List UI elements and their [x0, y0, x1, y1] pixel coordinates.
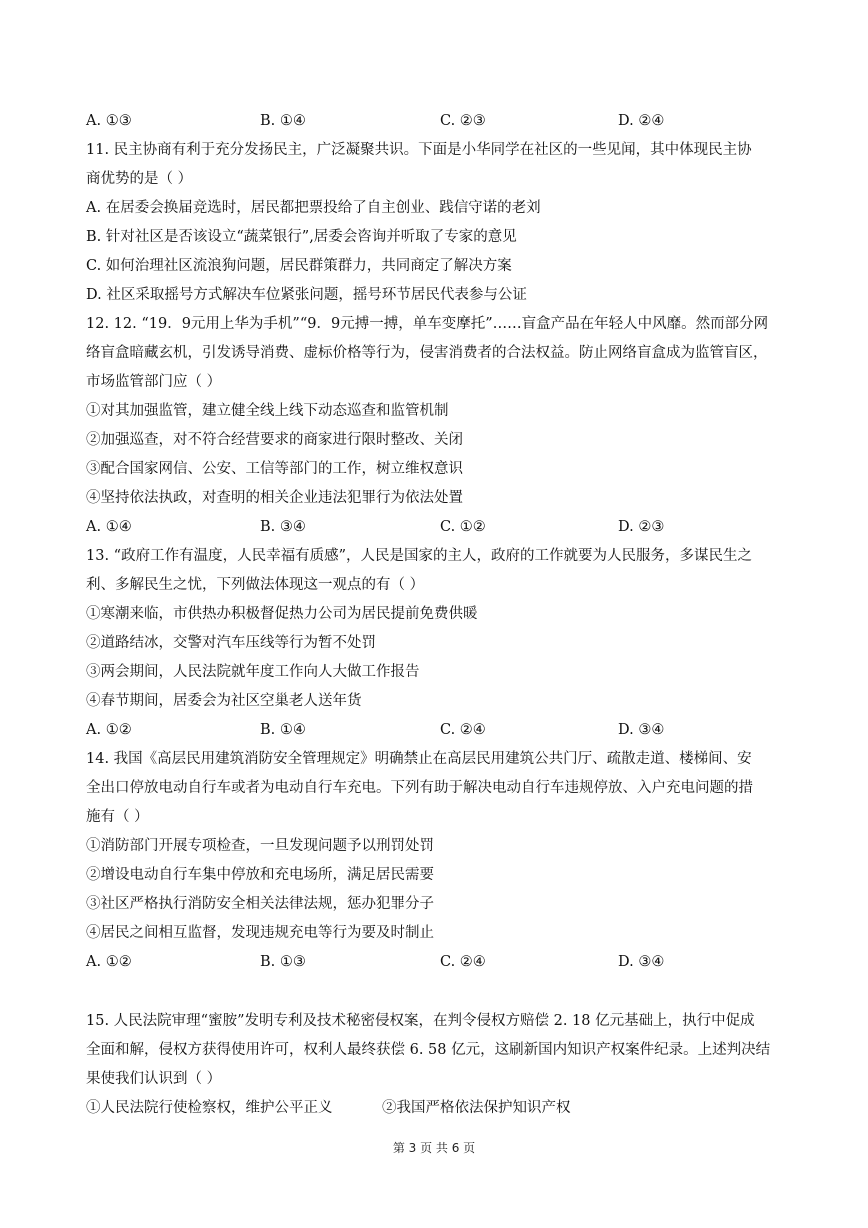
q15-stem-line-1: 15. 人民法院审理“蜜胺”发明专利及技术秘密侵权案，在判令侵权方赔偿 2. 18 亿元基础上，执行中促成: [86, 1013, 755, 1029]
q10-option-c: C. ②③: [440, 113, 486, 129]
q11-stem-line-2: 商优势的是（ ）: [86, 171, 193, 187]
q15-stem-line-3: 果使我们认识到（ ）: [86, 1071, 222, 1087]
q13-stem-line-1: 13. “政府工作有温度，人民幸福有质感”，人民是国家的主人，政府的工作就要为人民服务，多谋民生之: [86, 548, 752, 564]
q14-option-d: D. ③④: [618, 954, 665, 970]
q13-options: [86, 720, 786, 740]
q14-stem-line-2: 全出口停放电动自行车或者为电动自行车充电。下列有助于解决电动自行车违规停放、入户充电问题的措: [86, 780, 753, 796]
q13-item-1: ①寒潮来临，市供热办积极督促热力公司为居民提前免费供暖: [86, 606, 478, 622]
q12-option-a: A. ①④: [86, 519, 132, 535]
q13-item-3: ③两会期间，人民法院就年度工作向人大做工作报告: [86, 664, 420, 680]
q11-stem-line-1: 11. 民主协商有利于充分发扬民主，广泛凝聚共识。下面是小华同学在社区的一些见闻，其中体现民主协: [86, 142, 752, 158]
q15-items-row: [86, 1098, 786, 1118]
q15-item-1: ①人民法院行使检察权，维护公平正义: [86, 1100, 333, 1116]
q12-stem-line-3: 市场监管部门应（ ）: [86, 374, 222, 390]
q12-stem-line-1: 12. 12. “19．9元用上华为手机”“9．9元搏一搏，单车变摩托”……盲盒产品在年轻人中风靡。然而部分网: [86, 316, 769, 332]
q11-choice-d: D. 社区采取摇号方式解决车位紧张问题，摇号环节居民代表参与公证: [86, 287, 527, 303]
q13-option-d: D. ③④: [618, 722, 665, 738]
q10-option-b: B. ①④: [260, 113, 306, 129]
q12-item-4: ④坚持依法执政，对查明的相关企业违法犯罪行为依法处置: [86, 490, 463, 506]
q12-options: [86, 517, 786, 537]
q14-option-c: C. ②④: [440, 954, 486, 970]
q13-item-2: ②道路结冰，交警对汽车压线等行为暂不处罚: [86, 635, 376, 651]
q11-choice-c: C. 如何治理社区流浪狗问题，居民群策群力，共同商定了解决方案: [86, 258, 512, 274]
q14-item-3: ③社区严格执行消防安全相关法律法规，惩办犯罪分子: [86, 896, 434, 912]
q12-option-d: D. ②③: [618, 519, 665, 535]
q10-option-a: A. ①③: [86, 113, 132, 129]
q11-choice-b: B. 针对社区是否该设立“蔬菜银行”,居委会咨询并听取了专家的意见: [86, 229, 517, 245]
q13-option-b: B. ①④: [260, 722, 306, 738]
q12-item-3: ③配合国家网信、公安、工信等部门的工作，树立维权意识: [86, 461, 463, 477]
q14-item-1: ①消防部门开展专项检查，一旦发现问题予以刑罚处罚: [86, 838, 434, 854]
q14-stem-line-3: 施有（ ）: [86, 809, 149, 825]
page-footer: 第 3 页 共 6 页: [392, 1141, 476, 1155]
q14-option-b: B. ①③: [260, 954, 306, 970]
q12-option-c: C. ①②: [440, 519, 486, 535]
q12-option-b: B. ③④: [260, 519, 306, 535]
q14-options: [86, 952, 786, 972]
q11-choice-a: A. 在居委会换届竞选时，居民都把票投给了自主创业、践信守诺的老刘: [86, 200, 541, 216]
q10-options: [86, 111, 786, 131]
q13-item-4: ④春节期间，居委会为社区空巢老人送年货: [86, 693, 362, 709]
q14-item-4: ④居民之间相互监督，发现违规充电等行为要及时制止: [86, 925, 434, 941]
q12-item-1: ①对其加强监管，建立健全线上线下动态巡查和监管机制: [86, 403, 449, 419]
q14-item-2: ②增设电动自行车集中停放和充电场所，满足居民需要: [86, 867, 434, 883]
q15-stem-line-2: 全面和解，侵权方获得使用许可，权利人最终获偿 6. 58 亿元，这刷新国内知识产权案件纪录。上述判决结: [86, 1042, 771, 1058]
q14-stem-line-1: 14. 我国《高层民用建筑消防安全管理规定》明确禁止在高层民用建筑公共门厅、疏散走道、楼梯间、安: [86, 751, 752, 767]
q13-option-a: A. ①②: [86, 722, 132, 738]
q15-item-2: ②我国严格依法保护知识产权: [382, 1100, 571, 1116]
q13-stem-line-2: 利、多解民生之忧，下列做法体现这一观点的有（ ）: [86, 577, 425, 593]
q12-item-2: ②加强巡查，对不符合经营要求的商家进行限时整改、关闭: [86, 432, 463, 448]
q12-stem-line-2: 络盲盒暗藏玄机，引发诱导消费、虚标价格等行为，侵害消费者的合法权益。防止网络盲盒成为监管盲区，: [86, 345, 768, 361]
q14-option-a: A. ①②: [86, 954, 132, 970]
q13-option-c: C. ②④: [440, 722, 486, 738]
q10-option-d: D. ②④: [618, 113, 665, 129]
